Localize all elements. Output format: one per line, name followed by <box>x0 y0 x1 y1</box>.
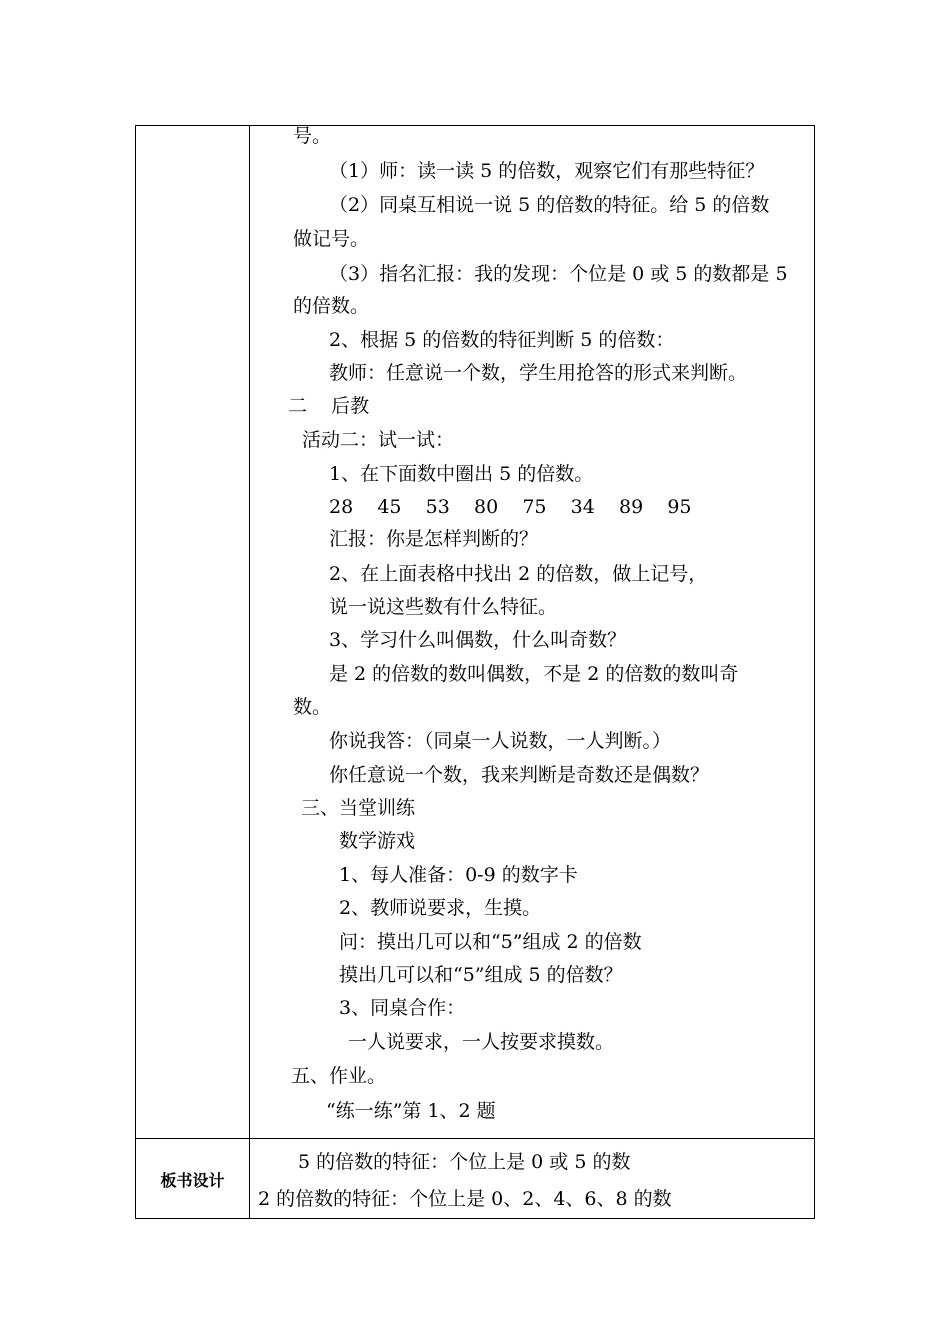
lesson-line: 汇报：你是怎样判断的？ <box>329 528 539 550</box>
lesson-line: 的倍数。 <box>293 295 370 317</box>
lesson-line: 你说我答：（同桌一人说数，一人判断。） <box>329 730 672 752</box>
lesson-line: 号。 <box>293 125 332 147</box>
lesson-line: 教师：任意说一个数，学生用抢答的形式来判断。 <box>329 362 748 384</box>
lesson-line: 2、根据 5 的倍数的特征判断 5 的倍数： <box>329 329 675 351</box>
lesson-line: 你任意说一个数，我来判断是奇数还是偶数？ <box>329 764 710 786</box>
lesson-line: 做记号。 <box>293 228 370 250</box>
lesson-line: 数。 <box>293 696 332 718</box>
lesson-line: 3、学习什么叫偶数，什么叫奇数？ <box>329 629 627 651</box>
lesson-line: 3、同桌合作： <box>339 997 466 1019</box>
lesson-line: 摸出几可以和“5”组成 5 的倍数？ <box>339 964 623 986</box>
section-heading: 三、当堂训练 <box>301 797 416 819</box>
lesson-line: 2、在上面表格中找出 2 的倍数，做上记号， <box>329 563 708 585</box>
board-design-label: 板书设计 <box>160 1170 225 1190</box>
lesson-line: （2）同桌互相说一说 5 的倍数的特征。给 5 的倍数 <box>329 194 770 216</box>
lesson-line: 数学游戏 <box>339 830 416 852</box>
lesson-line: 1、在下面数中圈出 5 的倍数。 <box>329 463 594 485</box>
section-heading: 二 后教 <box>288 395 370 417</box>
lesson-line: “练一练”第 1、2 题 <box>326 1100 496 1122</box>
lesson-line: 2、教师说要求，生摸。 <box>339 897 542 919</box>
lesson-line: 活动二：试一试： <box>302 429 455 451</box>
lesson-line: 1、每人准备：0-9 的数字卡 <box>339 864 578 886</box>
board-design-line: 2 的倍数的特征：个位上是 0、2、4、6、8 的数 <box>258 1188 672 1210</box>
lesson-line: （1）师：读一读 5 的倍数，观察它们有那些特征？ <box>329 160 765 182</box>
column-divider <box>249 126 250 1218</box>
lesson-line: 说一说这些数有什么特征。 <box>329 596 558 618</box>
board-design-line: 5 的倍数的特征：个位上是 0 或 5 的数 <box>298 1151 631 1173</box>
lesson-line: 问：摸出几可以和“5”组成 2 的倍数 <box>339 931 642 953</box>
lesson-line: （3）指名汇报：我的发现：个位是 0 或 5 的数都是 5 <box>329 263 788 285</box>
section-heading: 五、作业。 <box>291 1065 387 1087</box>
lesson-line: 是 2 的倍数的数叫偶数，不是 2 的倍数的数叫奇 <box>329 663 739 685</box>
lesson-table <box>135 125 815 1219</box>
number-list: 28 45 53 80 75 34 89 95 <box>329 496 692 518</box>
lesson-line: 一人说要求，一人按要求摸数。 <box>348 1031 615 1053</box>
